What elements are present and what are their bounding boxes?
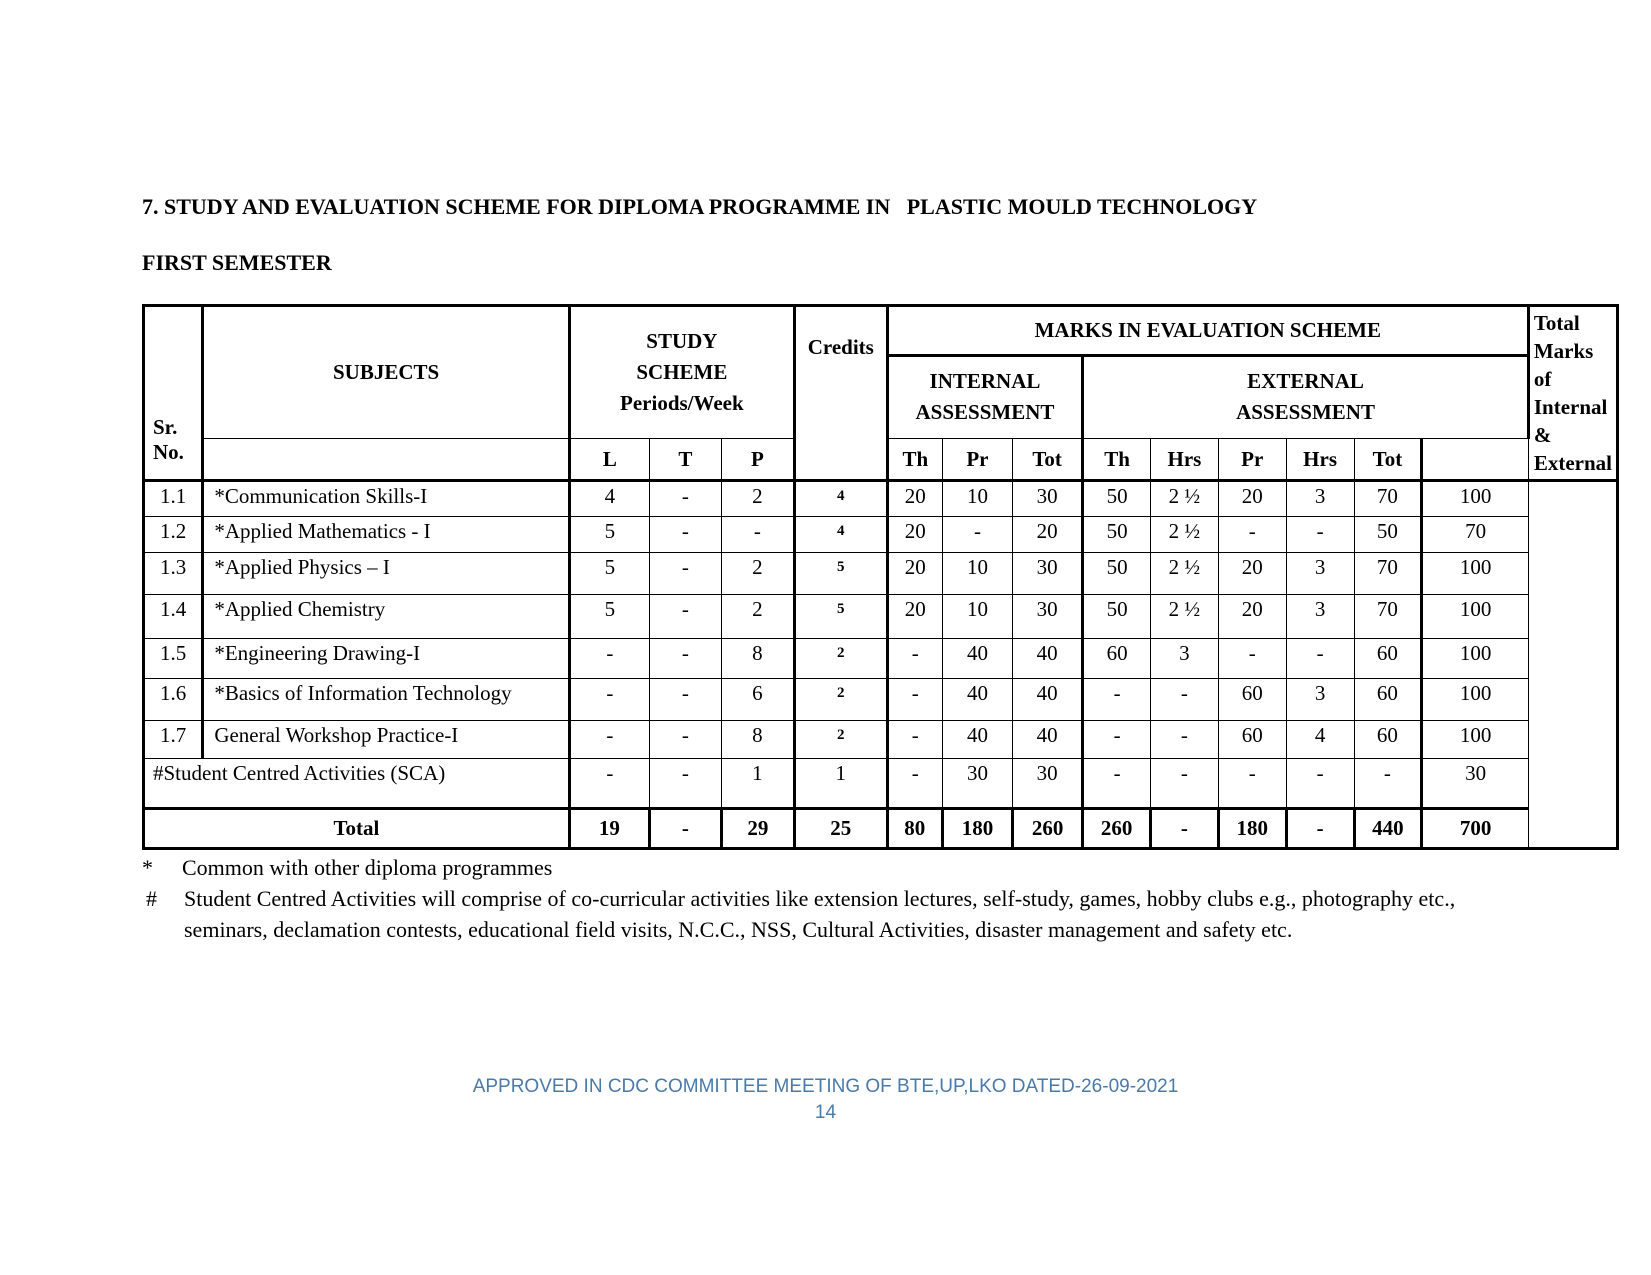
sca-ext-pr: - [1218,759,1286,809]
sca-t: - [649,759,721,809]
row-credits: 2 [794,639,887,679]
row-ext-tot: 60 [1354,679,1422,721]
sub-header-ext-tot: Tot [1354,439,1422,481]
row-credits: 5 [794,553,887,595]
row-ext-pr-hrs: 3 [1286,595,1354,639]
row-sr-no: 1.3 [144,553,203,595]
row-t: - [649,595,721,639]
row-credits: 2 [794,721,887,759]
total-p: 29 [721,809,794,849]
evaluation-scheme-table [142,304,1619,850]
credits-header: Credits [794,306,887,481]
row-int-th: - [887,721,942,759]
row-int-pr: - [942,517,1012,553]
row-ext-th-hrs: 3 [1151,639,1219,679]
row-l: - [569,639,649,679]
row-ext-th-hrs: 2 ½ [1151,517,1219,553]
row-int-pr: 40 [942,639,1012,679]
row-int-tot: 30 [1013,481,1083,517]
table-row [144,553,1618,595]
row-sr-no: 1.2 [144,517,203,553]
external-assessment-header: EXTERNAL ASSESSMENT [1083,355,1529,439]
total-marks-header: Total Marks of Internal & External [1528,306,1617,481]
row-sr-no: 1.7 [144,721,203,759]
row-subject: *Engineering Drawing-I [203,639,570,679]
row-total: 100 [1422,595,1529,639]
row-ext-th-hrs: 2 ½ [1151,553,1219,595]
row-ext-th: 50 [1083,553,1151,595]
footnote-symbol: * [142,855,153,880]
row-credits: 4 [794,517,887,553]
row-ext-tot: 50 [1354,517,1422,553]
sub-header-int-pr: Pr [942,439,1012,481]
row-ext-pr: 20 [1218,553,1286,595]
row-credits: 5 [794,595,887,639]
sca-int-pr: 30 [942,759,1012,809]
row-l: 4 [569,481,649,517]
approval-line: APPROVED IN CDC COMMITTEE MEETING OF BTE,UP,LKO DATED-26-09-2021 [472,1076,1179,1097]
row-sr-no: 1.4 [144,595,203,639]
row-ext-pr: 60 [1218,721,1286,759]
sub-header-p: P [721,439,794,481]
row-int-tot: 40 [1013,721,1083,759]
row-subject: *Basics of Information Technology [203,679,570,721]
row-ext-th: 60 [1083,639,1151,679]
row-p: 2 [721,595,794,639]
table-row [144,679,1618,721]
row-ext-tot: 60 [1354,721,1422,759]
page-footer [0,1074,1651,1126]
row-l: 5 [569,595,649,639]
row-ext-th: 50 [1083,481,1151,517]
sca-ext-tot: - [1354,759,1422,809]
sca-credits: 1 [794,759,887,809]
sub-header-ext-th: Th [1083,439,1151,481]
row-sr-no: 1.6 [144,679,203,721]
row-ext-pr: 20 [1218,481,1286,517]
row-t: - [649,517,721,553]
row-ext-pr-hrs: 4 [1286,721,1354,759]
sca-l: - [569,759,649,809]
total-l: 19 [569,809,649,849]
total-int-tot: 260 [1013,809,1083,849]
sca-ext-th: - [1083,759,1151,809]
row-p: 2 [721,481,794,517]
row-p: 8 [721,639,794,679]
row-sr-no: 1.1 [144,481,203,517]
sub-header-ext-pr-hrs: Hrs [1286,439,1354,481]
sca-ext-th-hrs: - [1151,759,1219,809]
row-t: - [649,639,721,679]
total-ext-th: 260 [1083,809,1151,849]
sca-int-tot: 30 [1013,759,1083,809]
row-int-th: 20 [887,553,942,595]
row-l: 5 [569,517,649,553]
row-int-th: - [887,639,942,679]
row-p: 8 [721,721,794,759]
total-grand: 700 [1422,809,1529,849]
row-ext-pr: - [1218,639,1286,679]
row-subject: *Applied Mathematics - I [203,517,570,553]
sub-header-l: L [569,439,649,481]
row-ext-tot: 70 [1354,595,1422,639]
footnote-common [142,852,1542,883]
row-int-pr: 10 [942,553,1012,595]
sca-total: 30 [1422,759,1529,809]
row-ext-th: - [1083,721,1151,759]
row-credits: 4 [794,481,887,517]
row-total: 100 [1422,553,1529,595]
footnote-symbol: # [146,886,157,911]
study-scheme-header: STUDY SCHEME Periods/Week [569,306,794,439]
row-int-tot: 30 [1013,595,1083,639]
row-int-tot: 40 [1013,639,1083,679]
row-int-tot: 40 [1013,679,1083,721]
table-row [144,595,1618,639]
row-subject: *Applied Chemistry [203,595,570,639]
row-ext-pr-hrs: 3 [1286,553,1354,595]
row-p: 6 [721,679,794,721]
footnotes [142,852,1542,945]
subject-rows [144,481,1618,759]
row-subject: General Workshop Practice-I [203,721,570,759]
row-l: - [569,721,649,759]
sub-header-ext-pr: Pr [1218,439,1286,481]
row-subject: *Applied Physics – I [203,553,570,595]
table-row [144,481,1618,517]
row-ext-tot: 70 [1354,481,1422,517]
total-ext-pr: 180 [1218,809,1286,849]
sub-header-int-tot: Tot [1013,439,1083,481]
row-sr-no: 1.5 [144,639,203,679]
row-ext-th-hrs: 2 ½ [1151,595,1219,639]
row-t: - [649,553,721,595]
total-ext-th-hrs: - [1151,809,1219,849]
table-row [144,639,1618,679]
row-int-tot: 20 [1013,517,1083,553]
internal-assessment-header: INTERNAL ASSESSMENT [887,355,1083,439]
row-p: - [721,517,794,553]
row-ext-th-hrs: - [1151,721,1219,759]
sca-subject: #Student Centred Activities (SCA) [144,759,570,809]
row-int-tot: 30 [1013,553,1083,595]
sub-header-ext-th-hrs: Hrs [1151,439,1219,481]
row-subject: *Communication Skills-I [203,481,570,517]
total-label: Total [144,809,570,849]
subjects-header-blank [203,439,570,481]
row-total: 100 [1422,481,1529,517]
table-row [144,721,1618,759]
document-title: 7. STUDY AND EVALUATION SCHEME FOR DIPLOMA PROGRAMME IN PLASTIC MOULD TECHNOLOGY [142,194,1258,219]
row-ext-pr-hrs: 3 [1286,481,1354,517]
row-t: - [649,679,721,721]
table-row [144,517,1618,553]
sr-no-header: Sr. No. [144,306,203,481]
row-ext-pr-hrs: - [1286,517,1354,553]
page-number: 14 [814,1102,837,1123]
row-total: 100 [1422,721,1529,759]
row-ext-th-hrs: 2 ½ [1151,481,1219,517]
footnote-sca [142,883,1542,945]
row-ext-th: 50 [1083,595,1151,639]
total-int-pr: 180 [942,809,1012,849]
row-t: - [649,721,721,759]
row-total: 100 [1422,679,1529,721]
row-p: 2 [721,553,794,595]
total-credits: 25 [794,809,887,849]
row-ext-pr-hrs: - [1286,639,1354,679]
row-int-th: - [887,679,942,721]
row-ext-th: 50 [1083,517,1151,553]
row-ext-pr: 20 [1218,595,1286,639]
row-t: - [649,481,721,517]
row-int-pr: 10 [942,481,1012,517]
row-total: 100 [1422,639,1529,679]
sca-int-th: - [887,759,942,809]
total-int-th: 80 [887,809,942,849]
row-ext-pr: 60 [1218,679,1286,721]
row-credits: 2 [794,679,887,721]
total-t: - [649,809,721,849]
row-ext-tot: 60 [1354,639,1422,679]
row-int-th: 20 [887,517,942,553]
sca-row [144,759,1618,809]
sub-header-t: T [649,439,721,481]
row-int-pr: 40 [942,721,1012,759]
total-ext-tot: 440 [1354,809,1422,849]
row-ext-tot: 70 [1354,553,1422,595]
total-row [144,809,1618,849]
row-l: 5 [569,553,649,595]
sca-p: 1 [721,759,794,809]
sca-ext-pr-hrs: - [1286,759,1354,809]
row-ext-pr: - [1218,517,1286,553]
semester-heading: FIRST SEMESTER [142,250,332,275]
marks-scheme-header: MARKS IN EVALUATION SCHEME [887,306,1528,356]
footnote-text: Student Centred Activities will comprise of co-curricular activities like extension lectures, self-study, games, hobby clubs e.g., photography etc., seminars, declamation contests, educational field visits, N.C.C., NSS, Cultural Activities, disaster management and safety etc. [184,886,1456,942]
row-total: 70 [1422,517,1529,553]
sub-header-int-th: Th [887,439,942,481]
row-ext-th-hrs: - [1151,679,1219,721]
row-l: - [569,679,649,721]
row-int-pr: 10 [942,595,1012,639]
row-int-th: 20 [887,595,942,639]
row-ext-th: - [1083,679,1151,721]
row-int-th: 20 [887,481,942,517]
footnote-text: Common with other diploma programmes [182,855,553,880]
row-ext-pr-hrs: 3 [1286,679,1354,721]
row-int-pr: 40 [942,679,1012,721]
total-ext-pr-hrs: - [1286,809,1354,849]
subjects-header: SUBJECTS [203,306,570,439]
